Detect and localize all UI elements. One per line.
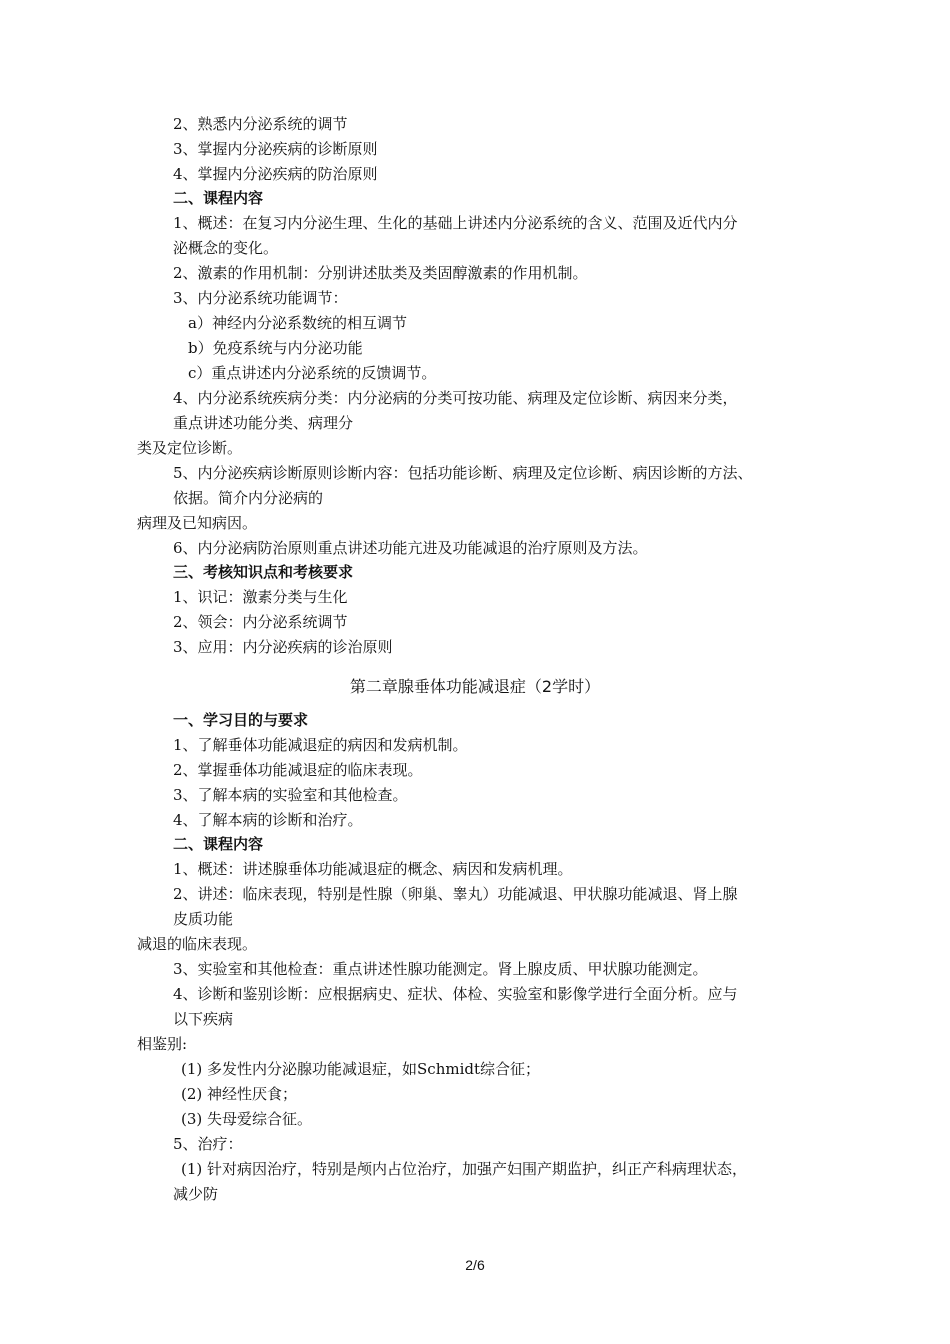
text-line: 2、熟悉内分泌系统的调节	[173, 115, 348, 133]
text-line: 2、领会：内分泌系统调节	[173, 613, 348, 631]
text-line: 4、了解本病的诊断和治疗。	[173, 811, 363, 829]
text-line: 3、了解本病的实验室和其他检查。	[173, 786, 408, 804]
text-line: 泌概念的变化。	[173, 239, 279, 257]
text-line: 2、讲述：临床表现，特别是性腺（卵巢、睾丸）功能减退、甲状腺功能减退、肾上腺	[173, 885, 738, 903]
text-line: 依据。简介内分泌病的	[173, 489, 324, 507]
text-line: 相鉴别:	[137, 1035, 188, 1053]
text-line: 4、内分泌系统疾病分类：内分泌病的分类可按功能、病理及定位诊断、病因来分类，	[173, 389, 738, 407]
text-line: c）重点讲述内分泌系统的反馈调节。	[188, 364, 437, 382]
text-line: b）免疫系统与内分泌功能	[188, 339, 363, 357]
page-number: 2/6	[465, 1257, 485, 1273]
section-heading: 三、考核知识点和考核要求	[173, 563, 354, 581]
section-heading: 二、课程内容	[173, 835, 264, 853]
text-line: 6、内分泌病防治原则重点讲述功能亢进及功能减退的治疗原则及方法。	[173, 539, 648, 557]
text-line: 重点讲述功能分类、病理分	[173, 414, 354, 432]
text-line: 4、诊断和鉴别诊断：应根据病史、症状、体检、实验室和影像学进行全面分析。应与	[173, 985, 738, 1003]
section-heading: 一、学习目的与要求	[173, 711, 309, 729]
text-line: (1) 多发性内分泌腺功能减退症，如Schmidt综合征；	[181, 1060, 541, 1078]
text-line: 1、概述：在复习内分泌生理、生化的基础上讲述内分泌系统的含义、范围及近代内分	[173, 214, 738, 232]
text-line: 以下疾病	[173, 1010, 234, 1028]
text-line: 4、掌握内分泌疾病的防治原则	[173, 165, 378, 183]
text-line: 皮质功能	[173, 910, 234, 928]
text-line: 5、内分泌疾病诊断原则诊断内容：包括功能诊断、病理及定位诊断、病因诊断的方法、	[173, 464, 753, 482]
text-line: 3、实验室和其他检查：重点讲述性腺功能测定。肾上腺皮质、甲状腺功能测定。	[173, 960, 708, 978]
text-line: (3) 失母爱综合征。	[181, 1110, 313, 1128]
text-line: a）神经内分泌系数统的相互调节	[188, 314, 407, 332]
section-heading: 二、课程内容	[173, 189, 264, 207]
text-line: 减少防	[173, 1185, 219, 1203]
text-line: 病理及已知病因。	[137, 514, 258, 532]
text-line: 3、掌握内分泌疾病的诊断原则	[173, 140, 378, 158]
chapter-title: 第二章腺垂体功能减退症（2学时）	[349, 677, 601, 696]
text-line: 1、识记：激素分类与生化	[173, 588, 348, 606]
text-line: (1) 针对病因治疗，特别是颅内占位治疗，加强产妇围产期监护，纠正产科病理状态，	[181, 1160, 748, 1178]
text-line: 类及定位诊断。	[137, 439, 243, 457]
text-line: (2) 神经性厌食；	[181, 1085, 298, 1103]
text-line: 3、内分泌系统功能调节：	[173, 289, 348, 307]
text-line: 1、了解垂体功能减退症的病因和发病机制。	[173, 736, 468, 754]
text-line: 1、概述：讲述腺垂体功能减退症的概念、病因和发病机理。	[173, 860, 573, 878]
text-line: 2、激素的作用机制：分别讲述肽类及类固醇激素的作用机制。	[173, 264, 588, 282]
text-line: 5、治疗：	[173, 1135, 243, 1153]
text-line: 减退的临床表现。	[137, 935, 258, 953]
text-line: 3、应用：内分泌疾病的诊治原则	[173, 638, 393, 656]
text-line: 2、掌握垂体功能减退症的临床表现。	[173, 761, 423, 779]
